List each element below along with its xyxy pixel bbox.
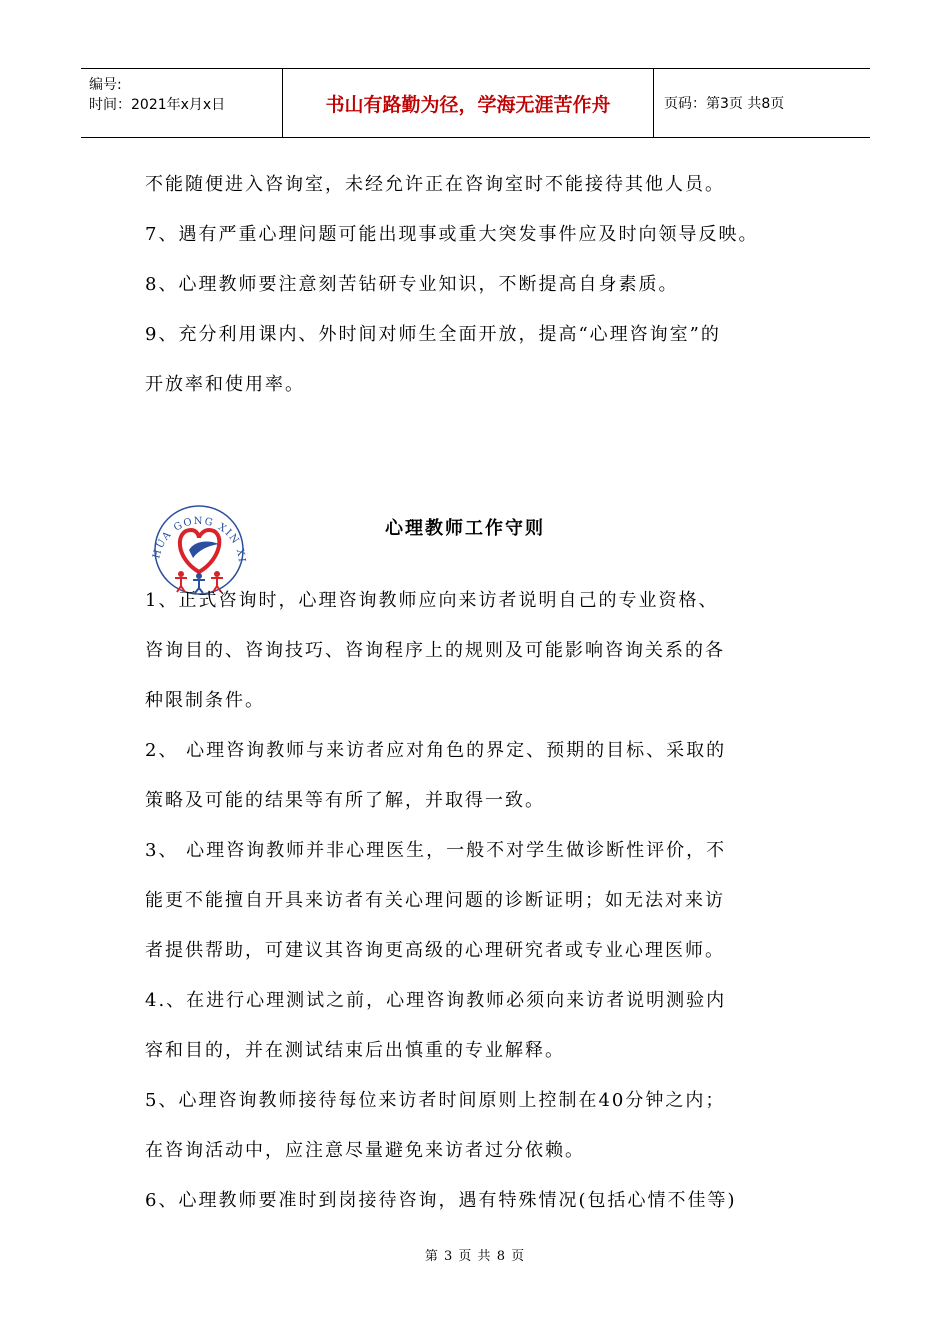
time-label: 时间：2021年x月x日 (89, 97, 226, 113)
text-line: 在咨询活动中，应注意尽量避免来访者过分依赖。 (145, 1140, 585, 1161)
header-info (81, 69, 282, 137)
section-title: 心理教师工作守则 (385, 518, 545, 539)
text-line: 咨询目的、咨询技巧、咨询程序上的规则及可能影响咨询关系的各 (145, 640, 725, 661)
text-line: 能更不能擅自开具来访者有关心理问题的诊断证明；如无法对来访 (145, 890, 725, 911)
text-line: 策略及可能的结果等有所了解，并取得一致。 (145, 790, 545, 811)
text-line: 种限制条件。 (145, 690, 265, 711)
text-line: 容和目的，并在测试结束后出慎重的专业解释。 (145, 1040, 565, 1061)
text-line: 4.、在进行心理测试之前，心理咨询教师必须向来访者说明测验内 (145, 990, 727, 1011)
logo-text: HUA GONG XIN XI (151, 515, 248, 564)
text-line: 8、心理教师要注意刻苦钻研专业知识，不断提高自身素质。 (145, 274, 679, 295)
text-line: 1、正式咨询时，心理咨询教师应向来访者说明自己的专业资格、 (145, 590, 719, 611)
logo-emblem (145, 500, 251, 596)
text-line: 9、充分利用课内、外时间对师生全面开放，提高“心理咨询室”的 (145, 324, 721, 345)
page-header (81, 68, 870, 138)
text-line: 7、遇有严重心理问题可能出现事或重大突发事件应及时向领导反映。 (145, 224, 759, 245)
text-line: 不能随便进入咨询室，未经允许正在咨询室时不能接待其他人员。 (145, 174, 725, 195)
header-page-code: 页码：第3页 共8页 (664, 96, 785, 112)
text-line: 5、心理咨询教师接待每位来访者时间原则上控制在40分钟之内； (145, 1090, 726, 1111)
text-line: 6、心理教师要准时到岗接待咨询，遇有特殊情况(包括心情不佳等) (145, 1190, 737, 1211)
text-line: 2、 心理咨询教师与来访者应对角色的界定、预期的目标、采取的 (145, 740, 727, 761)
number-label: 编号: (89, 77, 122, 93)
text-line: 者提供帮助，可建议其咨询更高级的心理研究者或专业心理医师。 (145, 940, 725, 961)
text-line: 开放率和使用率。 (145, 374, 305, 395)
page-footer: 第 3 页 共 8 页 (424, 1249, 526, 1264)
header-motto: 书山有路勤为径，学海无涯苦作舟 (282, 69, 654, 137)
text-line: 3、 心理咨询教师并非心理医生，一般不对学生做诊断性评价，不 (145, 840, 727, 861)
